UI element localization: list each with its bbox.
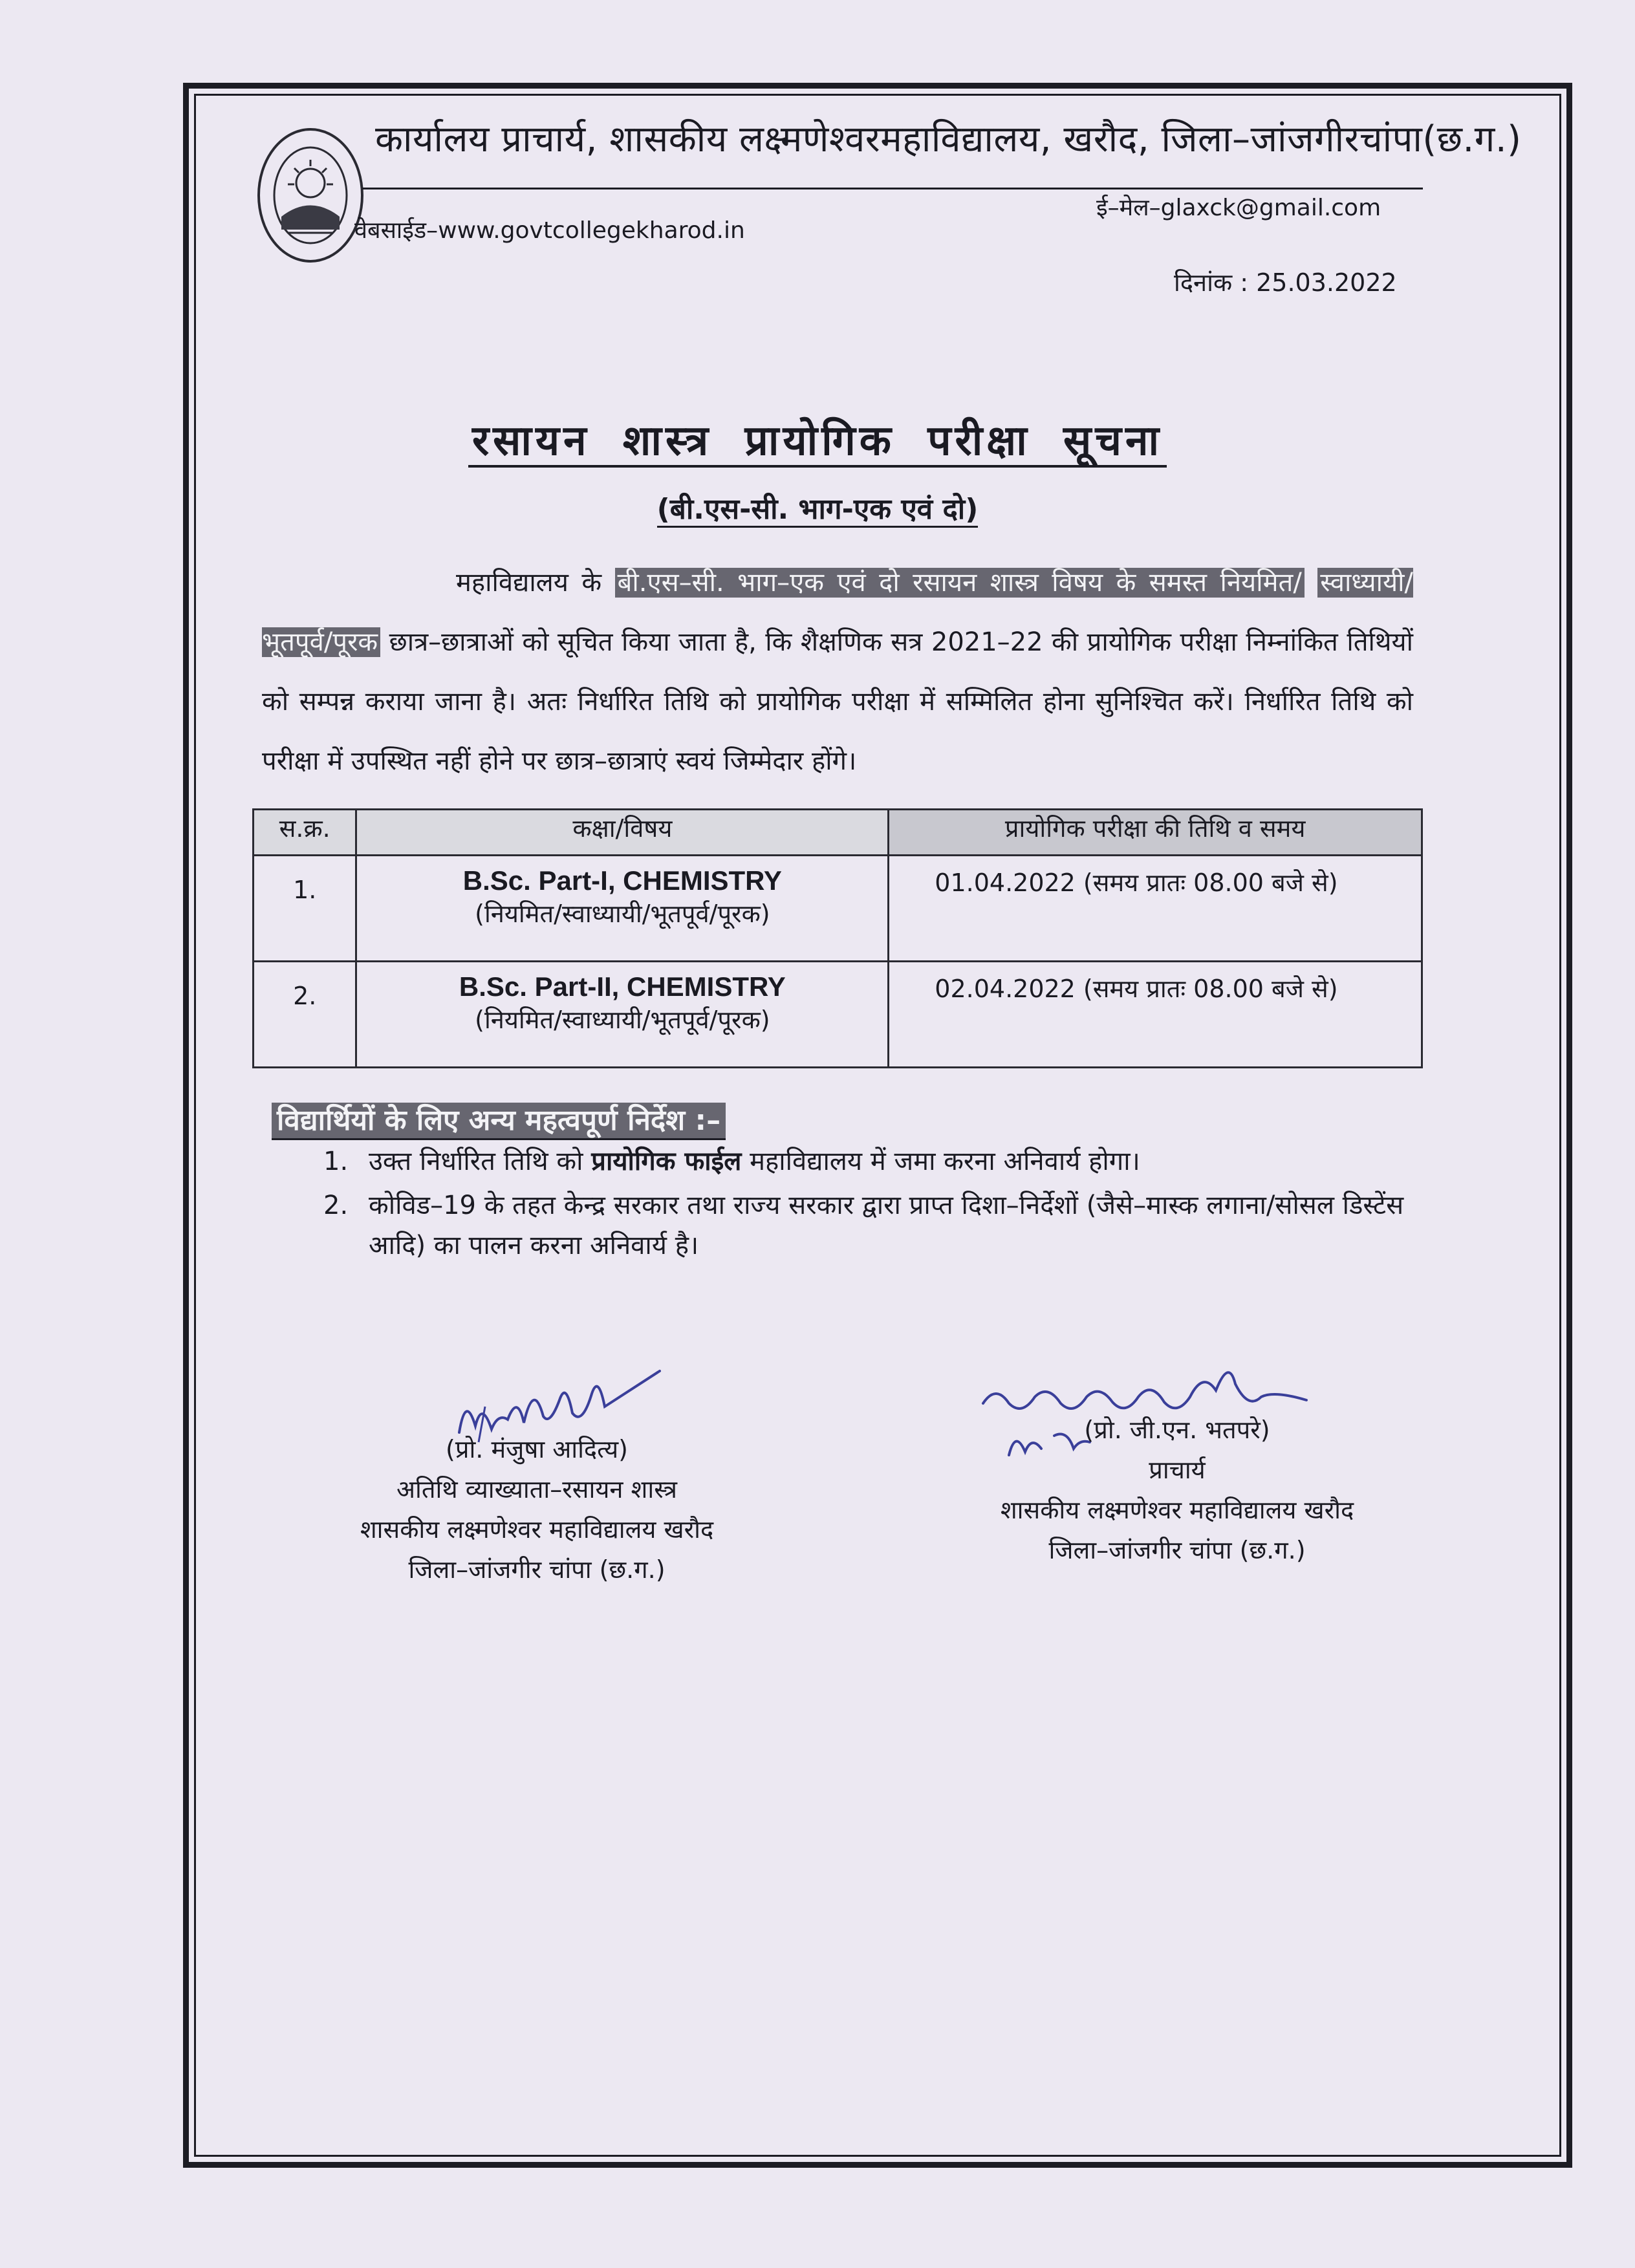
header-serial: स.क्र. bbox=[254, 810, 356, 856]
list-item-text-post: महाविद्यालय में जमा करना अनिवार्य होगा। bbox=[741, 1147, 1140, 1176]
row-date-time: 02.04.2022 (समय प्रातः 08.00 बजे से) bbox=[889, 962, 1422, 1068]
row-category: (नियमित/स्वाध्यायी/भूतपूर्व/पूरक) bbox=[475, 1006, 770, 1034]
row-course: B.Sc. Part-I, CHEMISTRY bbox=[462, 865, 782, 896]
table-row bbox=[254, 856, 1422, 962]
header-date-time: प्रायोगिक परीक्षा की तिथि व समय bbox=[889, 810, 1422, 856]
notice-body bbox=[262, 553, 1413, 791]
body-highlight-1: बी.एस–सी. भाग–एक एवं दो रसायन शास्त्र विषय के समस्त नियमित/ bbox=[615, 568, 1305, 598]
body-lead: महाविद्यालय के bbox=[456, 568, 602, 598]
right-signatory-designation: प्राचार्य bbox=[1149, 1456, 1206, 1484]
body-highlight-2: स्वाध्यायी/भूतपूर्व/पूरक bbox=[262, 568, 1413, 657]
list-item bbox=[323, 1185, 1423, 1266]
right-signatory-institution: शासकीय लक्ष्मणेश्वर महाविद्यालय खरौद bbox=[1000, 1496, 1354, 1524]
exam-schedule-table bbox=[252, 808, 1423, 1068]
header-class-subject: कक्षा/विषय bbox=[356, 810, 889, 856]
right-signatory bbox=[912, 1410, 1442, 1570]
list-item-number: 1. bbox=[323, 1147, 349, 1176]
notice-title-wrap bbox=[0, 411, 1635, 467]
row-class-subject bbox=[356, 962, 889, 1068]
table-header-row bbox=[254, 810, 1422, 856]
right-signatory-district: जिला–जांजगीर चांपा (छ.ग.) bbox=[1048, 1536, 1306, 1564]
left-signatory-designation: अतिथि व्याख्याता–रसायन शास्त्र bbox=[396, 1475, 677, 1504]
website-url: वेबसाईड–www.govtcollegekharod.in bbox=[354, 217, 745, 244]
row-date-time: 01.04.2022 (समय प्रातः 08.00 बजे से) bbox=[889, 856, 1422, 962]
header-divider bbox=[362, 188, 1423, 189]
left-signatory-institution: शासकीय लक्ष्मणेश्वर महाविद्यालय खरौद bbox=[360, 1515, 714, 1544]
notice-subtitle-wrap bbox=[0, 488, 1635, 527]
list-item-text-bold: प्रायोगिक फाईल bbox=[591, 1147, 742, 1176]
list-item-text-pre: उक्त निर्धारित तिथि को bbox=[369, 1147, 592, 1176]
left-signatory bbox=[278, 1429, 796, 1590]
left-signatory-name: (प्रो. मंजुषा आदित्य) bbox=[446, 1435, 628, 1463]
table-row bbox=[254, 962, 1422, 1068]
notice-date: दिनांक : 25.03.2022 bbox=[1174, 268, 1397, 297]
row-class-subject bbox=[356, 856, 889, 962]
email-address: ई–मेल–glaxck@gmail.com bbox=[1096, 195, 1381, 221]
list-item bbox=[323, 1141, 1423, 1182]
row-serial: 2. bbox=[254, 962, 356, 1068]
office-title: कार्यालय प्राचार्य, शासकीय लक्ष्मणेश्वरमहाविद्यालय, खरौद, जिला–जांजगीरचांपा(छ.ग.) bbox=[375, 118, 1522, 160]
row-category: (नियमित/स्वाध्यायी/भूतपूर्व/पूरक) bbox=[475, 900, 770, 928]
body-rest: छात्र–छात्राओं को सूचित किया जाता है, कि शैक्षणिक सत्र 2021–22 की प्रायोगिक परीक्षा निम्नांकित तिथियों को सम्पन्न कराया जाना है। अतः निर्धारित तिथि को प्रायोगिक परीक्षा में सम्मिलित होना सुनिश्चित करें। निर्धारित तिथि को परीक्षा में उपस्थित नहीं होने पर छात्र–छात्राएं स्वयं जिम्मेदार होंगे। bbox=[262, 627, 1413, 776]
row-course: B.Sc. Part-II, CHEMISTRY bbox=[459, 971, 786, 1002]
row-serial: 1. bbox=[254, 856, 356, 962]
left-signatory-district: जिला–जांजगीर चांपा (छ.ग.) bbox=[408, 1555, 666, 1584]
list-item-number: 2. bbox=[323, 1191, 349, 1220]
instructions-heading-wrap bbox=[272, 1099, 726, 1138]
notice-subtitle: (बी.एस-सी. भाग-एक एवं दो) bbox=[657, 493, 979, 528]
college-seal-icon bbox=[255, 126, 365, 265]
instructions-heading: विद्यार्थियों के लिए अन्य महत्वपूर्ण निर्देश :– bbox=[272, 1103, 726, 1140]
notice-title: रसायन शास्त्र प्रायोगिक परीक्षा सूचना bbox=[468, 417, 1167, 468]
instructions-list bbox=[323, 1141, 1423, 1269]
list-item-text-pre: कोविड–19 के तहत केन्द्र सरकार तथा राज्य सरकार द्वारा प्राप्त दिशा–निर्देशों (जैसे–मास्क लगाना/सोसल डिस्टेंस आदि) का पालन करना अनिवार्य है। bbox=[369, 1191, 1404, 1260]
right-signatory-name: (प्रो. जी.एन. भतपरे) bbox=[1084, 1416, 1270, 1444]
